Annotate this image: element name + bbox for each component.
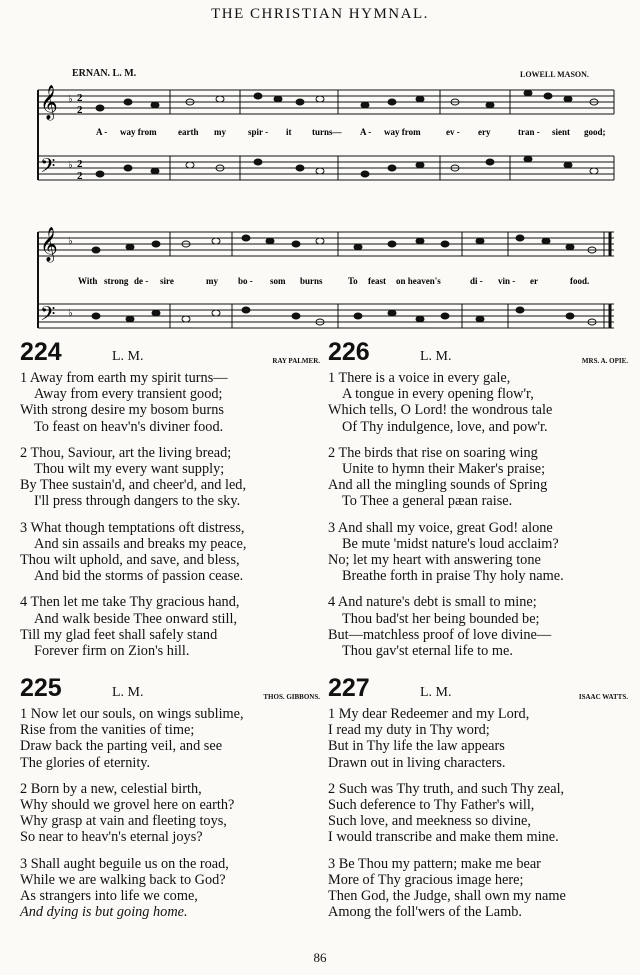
music-lyrics-2 (78, 276, 589, 286)
svg-text:my: my (206, 276, 218, 286)
svg-text:de -: de - (134, 276, 149, 286)
verse-line: Why grasp at vain and fleeting toys, (20, 813, 227, 830)
hymn-224 (20, 338, 320, 669)
svg-text:♭: ♭ (68, 308, 73, 319)
stanza (20, 594, 320, 659)
verse-line: But—matchless proof of love divine— (328, 626, 552, 643)
verse-line: A tongue in every opening flow'r, (342, 386, 534, 403)
verse-line: And sin assails and breaks my peace, (34, 535, 247, 552)
verse-line: Thou gav'st eternal life to me. (342, 643, 513, 660)
svg-text:2: 2 (77, 92, 83, 104)
svg-text:sient: sient (552, 127, 570, 137)
stanza (20, 520, 320, 585)
svg-text:A -: A - (96, 127, 108, 137)
verse-line: 2 The birds that rise on soaring wing (328, 444, 538, 461)
verse-line: 3 Shall aught beguile us on the road, (20, 855, 229, 872)
hymn-number: 225 (20, 674, 62, 702)
verse-line: 3 And shall my voice, great God! alone (328, 519, 553, 536)
verse-line: Forever firm on Zion's hill. (34, 643, 190, 660)
verse-line: Among the foll'wers of the Lamb. (328, 904, 522, 921)
stanza (328, 594, 628, 659)
verse-line: I read my duty in Thy word; (328, 722, 490, 739)
hymn-226 (328, 338, 628, 669)
verse-line: Why should we grovel here on earth? (20, 797, 235, 814)
svg-text:feast: feast (368, 276, 386, 286)
svg-text:strong: strong (104, 276, 129, 286)
svg-text:♭: ♭ (68, 236, 73, 247)
svg-text:With: With (78, 276, 98, 286)
verse-line: And dying is but going home. (20, 904, 188, 921)
stanza (328, 856, 628, 921)
verse-line: 1 My dear Redeemer and my Lord, (328, 706, 530, 722)
hymn-meter: L. M. (420, 685, 452, 700)
verse-line: By Thee sustain'd, and cheer'd, and led, (20, 477, 247, 494)
svg-text:it: it (286, 127, 292, 137)
svg-text:𝄢: 𝄢 (40, 302, 56, 330)
verse-line: Which tells, O Lord! the wondrous tale (328, 402, 553, 419)
svg-text:earth: earth (178, 127, 199, 137)
music-system-2 (0, 222, 640, 342)
svg-text:vin -: vin - (498, 276, 516, 286)
hymn-author: MRS. A. OPIE. (581, 357, 628, 365)
verse-line: 2 Such was Thy truth, and such Thy zeal, (328, 780, 565, 797)
tune-composer: LOWELL MASON. (520, 70, 589, 79)
tune-name: ERNAN. L. M. (72, 68, 137, 79)
verse-line: Be mute 'midst nature's loud acclaim? (342, 535, 559, 552)
verse-line: No; let my heart with answering tone (328, 552, 541, 569)
verse-line: 4 And nature's debt is small to mine; (328, 594, 537, 611)
svg-text:𝄢: 𝄢 (40, 154, 56, 182)
verse-line: Rise from the vanities of time; (20, 722, 195, 739)
verse-line: More of Thy gracious image here; (328, 871, 524, 888)
hymn-number: 226 (328, 338, 370, 366)
verse-line: Thou wilt uphold, and save, and bless, (20, 552, 240, 569)
svg-text:𝄞: 𝄞 (40, 227, 58, 262)
verse-line: Such love, and meekness so divine, (328, 813, 531, 830)
hymn-author: RAY PALMER. (272, 357, 320, 365)
verse-line: 3 Be Thou my pattern; make me bear (328, 855, 541, 872)
svg-text:di -: di - (470, 276, 483, 286)
verse-line: And bid the storms of passion cease. (34, 568, 244, 585)
hymn-number: 227 (328, 674, 370, 702)
stanza (20, 445, 320, 510)
stanza (20, 706, 320, 771)
svg-text:tran -: tran - (518, 127, 540, 137)
verse-line: Thou bad'st her being bounded be; (342, 610, 540, 627)
page-header: THE CHRISTIAN HYMNAL. (211, 6, 429, 22)
verse-line: I'll press through dangers to the sky. (34, 493, 241, 510)
verse-line: 1 Away from earth my spirit turns— (20, 370, 228, 386)
svg-text:A -: A - (360, 127, 372, 137)
verse-line: 4 Then let me take Thy gracious hand, (20, 594, 240, 611)
verse-line: I would transcribe and make them mine. (328, 829, 559, 846)
svg-text:spir -: spir - (248, 127, 269, 137)
verse-line: 2 Born by a new, celestial birth, (20, 780, 202, 797)
svg-text:To: To (348, 276, 358, 286)
svg-text:ev -: ev - (446, 127, 460, 137)
verse-line: Thou wilt my every want supply; (34, 461, 225, 478)
verse-line: And all the mingling sounds of Spring (328, 477, 548, 494)
verse-line: So near to heav'n's eternal joys? (20, 829, 203, 846)
svg-text:𝄞: 𝄞 (40, 85, 58, 120)
stanza (328, 370, 628, 435)
verse-line: Breathe forth in praise Thy holy name. (342, 568, 564, 585)
svg-text:burns: burns (300, 276, 323, 286)
verse-line: As strangers into life we come, (20, 888, 198, 905)
verse-line: Unite to hymn their Maker's praise; (342, 461, 546, 478)
verse-line: Drawn out in living characters. (328, 754, 506, 771)
verse-line: Away from every transient good; (34, 386, 223, 403)
hymn-number: 224 (20, 338, 62, 366)
verse-line: But in Thy life the law appears (328, 738, 505, 755)
verse-line: Draw back the parting veil, and see (20, 738, 223, 755)
svg-text:2: 2 (77, 158, 83, 170)
page-number: 86 (313, 950, 327, 965)
svg-text:way from: way from (120, 127, 157, 137)
svg-text:sire: sire (160, 276, 174, 286)
svg-text:som: som (270, 276, 286, 286)
svg-text:good;: good; (584, 127, 606, 137)
hymn-meter: L. M. (112, 349, 144, 364)
stanza (328, 520, 628, 585)
verse-line: Then God, the Judge, shall own my name (328, 888, 566, 905)
hymn-meter: L. M. (112, 685, 144, 700)
svg-text:my: my (214, 127, 226, 137)
stanza (20, 856, 320, 921)
verse-line: Till my glad feet shall safely stand (20, 626, 218, 643)
svg-text:2: 2 (77, 170, 83, 182)
verse-line: Such deference to Thy Father's will, (328, 797, 535, 814)
verse-line: 3 What though temptations oft distress, (20, 519, 245, 536)
svg-text:2: 2 (77, 104, 83, 116)
svg-text:way from: way from (384, 127, 421, 137)
hymn-author: THOS. GIBBONS. (263, 693, 320, 701)
verse-line: The glories of eternity. (20, 754, 151, 771)
svg-text:on heaven's: on heaven's (396, 276, 441, 286)
verse-line: While we are walking back to God? (20, 871, 226, 888)
svg-text:er: er (530, 276, 538, 286)
svg-text:bo -: bo - (238, 276, 253, 286)
stanza (20, 781, 320, 846)
music-system-1 (0, 80, 640, 200)
verse-line: And walk beside Thee onward still, (34, 610, 238, 627)
verse-line: 2 Thou, Saviour, art the living bread; (20, 444, 232, 461)
svg-text:♭: ♭ (68, 94, 73, 105)
verse-line: With strong desire my bosom burns (20, 402, 224, 419)
stanza (328, 706, 628, 771)
svg-text:♭: ♭ (68, 160, 73, 171)
verse-line: 1 There is a voice in every gale, (328, 370, 511, 386)
svg-text:food.: food. (570, 276, 590, 286)
hymn-227 (328, 674, 628, 930)
stanza (20, 370, 320, 435)
stanza (328, 781, 628, 846)
svg-text:turns—: turns— (312, 127, 342, 137)
hymn-meter: L. M. (420, 349, 452, 364)
music-lyrics-1 (96, 127, 606, 137)
verse-line: 1 Now let our souls, on wings sublime, (20, 706, 244, 722)
hymn-225 (20, 674, 320, 930)
verse-line: Of Thy indulgence, love, and pow'r. (342, 418, 548, 435)
stanza (328, 445, 628, 510)
hymn-author: ISAAC WATTS. (578, 693, 628, 701)
verse-line: To Thee a general pæan raise. (342, 493, 513, 510)
svg-text:ery: ery (478, 127, 491, 137)
verse-line: To feast on heav'n's diviner food. (34, 418, 224, 435)
